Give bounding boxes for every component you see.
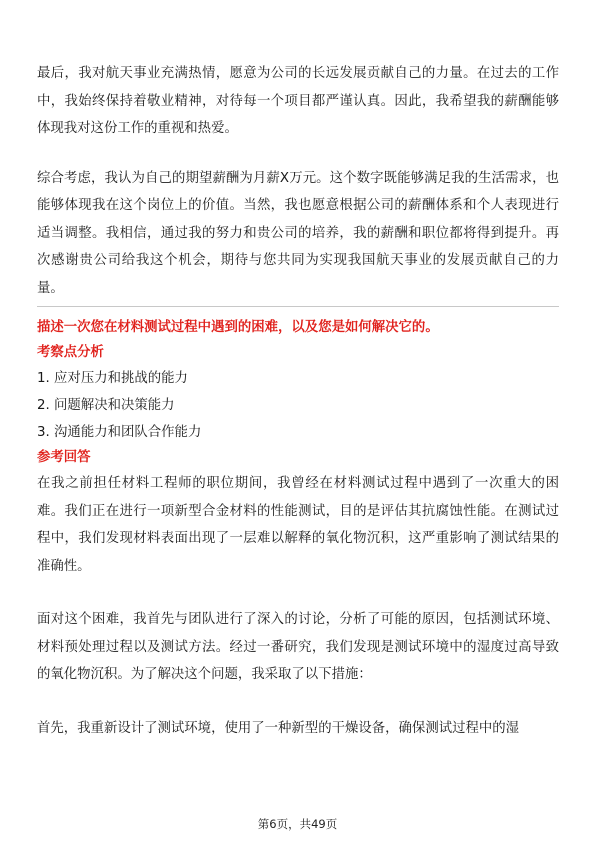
list-item: 1. 应对压力和挑战的能力	[37, 371, 188, 386]
answer-paragraph: 面对这个困难，我首先与团队进行了深入的讨论，分析了可能的原因，包括测试环境、材料预处理过程以及测试方法。经过一番研究，我们发现是测试环境中的湿度过高导致的氧化物沉积。为了解决这个问题，我采取了以下措施：	[37, 612, 559, 682]
answer-paragraph: 首先，我重新设计了测试环境，使用了一种新型的干燥设备，确保测试过程中的湿	[37, 720, 520, 736]
list-item: 3. 沟通能力和团队合作能力	[37, 425, 202, 440]
paragraph-gap	[37, 143, 559, 165]
body-paragraph: 综合考虑，我认为自己的期望薪酬为月薪X万元。这个数字既能够满足我的生活需求，也能够体现我在这个岗位上的价值。当然，我也愿意根据公司的薪酬体系和个人表现进行适当调整。我相信，通过我的努力和贵公司的培养，我的薪酬和职位都将得到提升。再次感谢贵公司给我这个机会，期待与您共同为实现我国航天事业的发展贡献自己的力量。	[37, 170, 559, 296]
paragraph-gap	[37, 580, 559, 606]
question-heading: 描述一次您在材料测试过程中遇到的困难，以及您是如何解决它的。	[37, 320, 439, 335]
body-paragraph: 最后，我对航天事业充满热情，愿意为公司的长远发展贡献自己的力量。在过去的工作中，我始终保持着敬业精神，对待每一个项目都严谨认真。因此，我希望我的薪酬能够体现我对这份工作的重视和热爱。	[37, 66, 559, 136]
analysis-title: 考察点分析	[37, 345, 104, 360]
answer-title: 参考回答	[37, 450, 91, 465]
page-content	[37, 60, 559, 742]
paragraph-gap	[37, 689, 559, 715]
analysis-points	[37, 365, 559, 446]
page-number-footer: 第6页，共49页	[257, 817, 338, 831]
answer-paragraph: 在我之前担任材料工程师的职位期间，我曾经在材料测试过程中遇到了一次重大的困难。我们正在进行一项新型合金材料的性能测试，目的是评估其抗腐蚀性能。在测试过程中，我们发现材料表面出现了一层难以解释的氧化物沉积，这严重影响了测试结果的准确性。	[37, 476, 559, 574]
section-divider	[37, 306, 559, 307]
list-item: 2. 问题解决和决策能力	[37, 398, 175, 413]
